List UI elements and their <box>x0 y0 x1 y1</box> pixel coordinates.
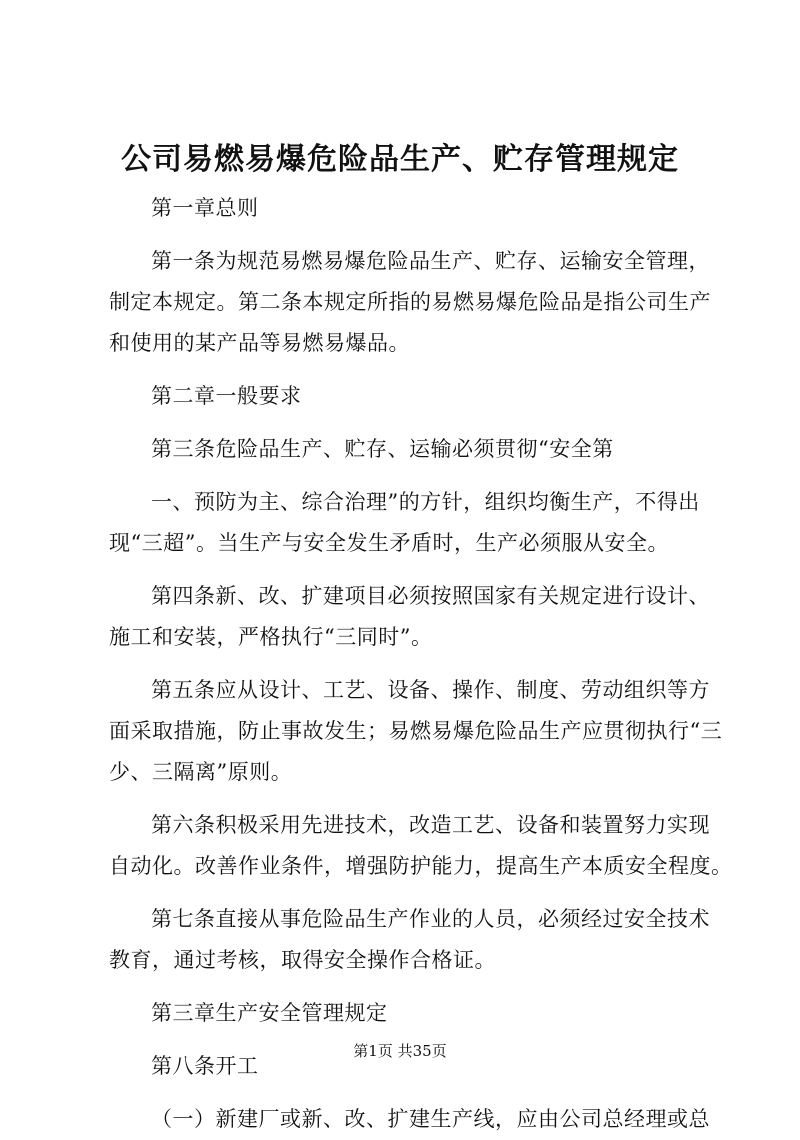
paragraph-line: 第一条为规范易燃易爆危险品生产、贮存、运输安全管理， <box>151 249 710 273</box>
paragraph-line: 现“三超”。当生产与安全发生矛盾时，生产必须服从安全。 <box>109 531 669 555</box>
chapter-heading: 第一章总则 <box>151 196 259 220</box>
paragraph-line: 自动化。改善作业条件，增强防护能力，提高生产本质安全程度。 <box>109 854 733 878</box>
page-number: 第1页 共35页 <box>353 1042 447 1060</box>
paragraph-line: 第七条直接从事危险品生产作业的人员，必须经过安全技术 <box>151 907 710 931</box>
paragraph-line: 施工和安装，严格执行“三同时”。 <box>109 625 433 649</box>
document-body <box>109 188 733 1140</box>
paragraph-line: 第三条危险品生产、贮存、运输必须贯彻“安全第 <box>151 437 614 461</box>
paragraph-line: 和使用的某产品等易燃易爆品。 <box>109 331 410 355</box>
paragraph-line: （一）新建厂或新、改、扩建生产线，应由公司总经理或总 <box>151 1107 710 1131</box>
paragraph-line: 少、三隔离”原则。 <box>109 760 293 784</box>
document-title: 公司易燃易爆危险品生产、贮存管理规定 <box>121 142 679 177</box>
section-heading: 第八条开工 <box>151 1054 259 1078</box>
paragraph-line: 第四条新、改、扩建项目必须按照国家有关规定进行设计、 <box>151 584 710 608</box>
paragraph-line: 第五条应从设计、工艺、设备、操作、制度、劳动组织等方 <box>151 678 710 702</box>
paragraph-line: 教育，通过考核，取得安全操作合格证。 <box>109 948 496 972</box>
paragraph-line: 一、预防为主、综合治理”的方针，组织均衡生产，不得出 <box>151 490 700 514</box>
paragraph-line: 制定本规定。第二条本规定所指的易燃易爆危险品是指公司生产 <box>109 290 711 314</box>
chapter-heading: 第二章一般要求 <box>151 384 302 408</box>
paragraph-line: 第六条积极采用先进技术，改造工艺、设备和装置努力实现 <box>151 813 710 837</box>
chapter-heading: 第三章生产安全管理规定 <box>151 1001 388 1025</box>
paragraph-line: 面采取措施，防止事故发生；易燃易爆危险品生产应贯彻执行“三 <box>109 719 723 743</box>
